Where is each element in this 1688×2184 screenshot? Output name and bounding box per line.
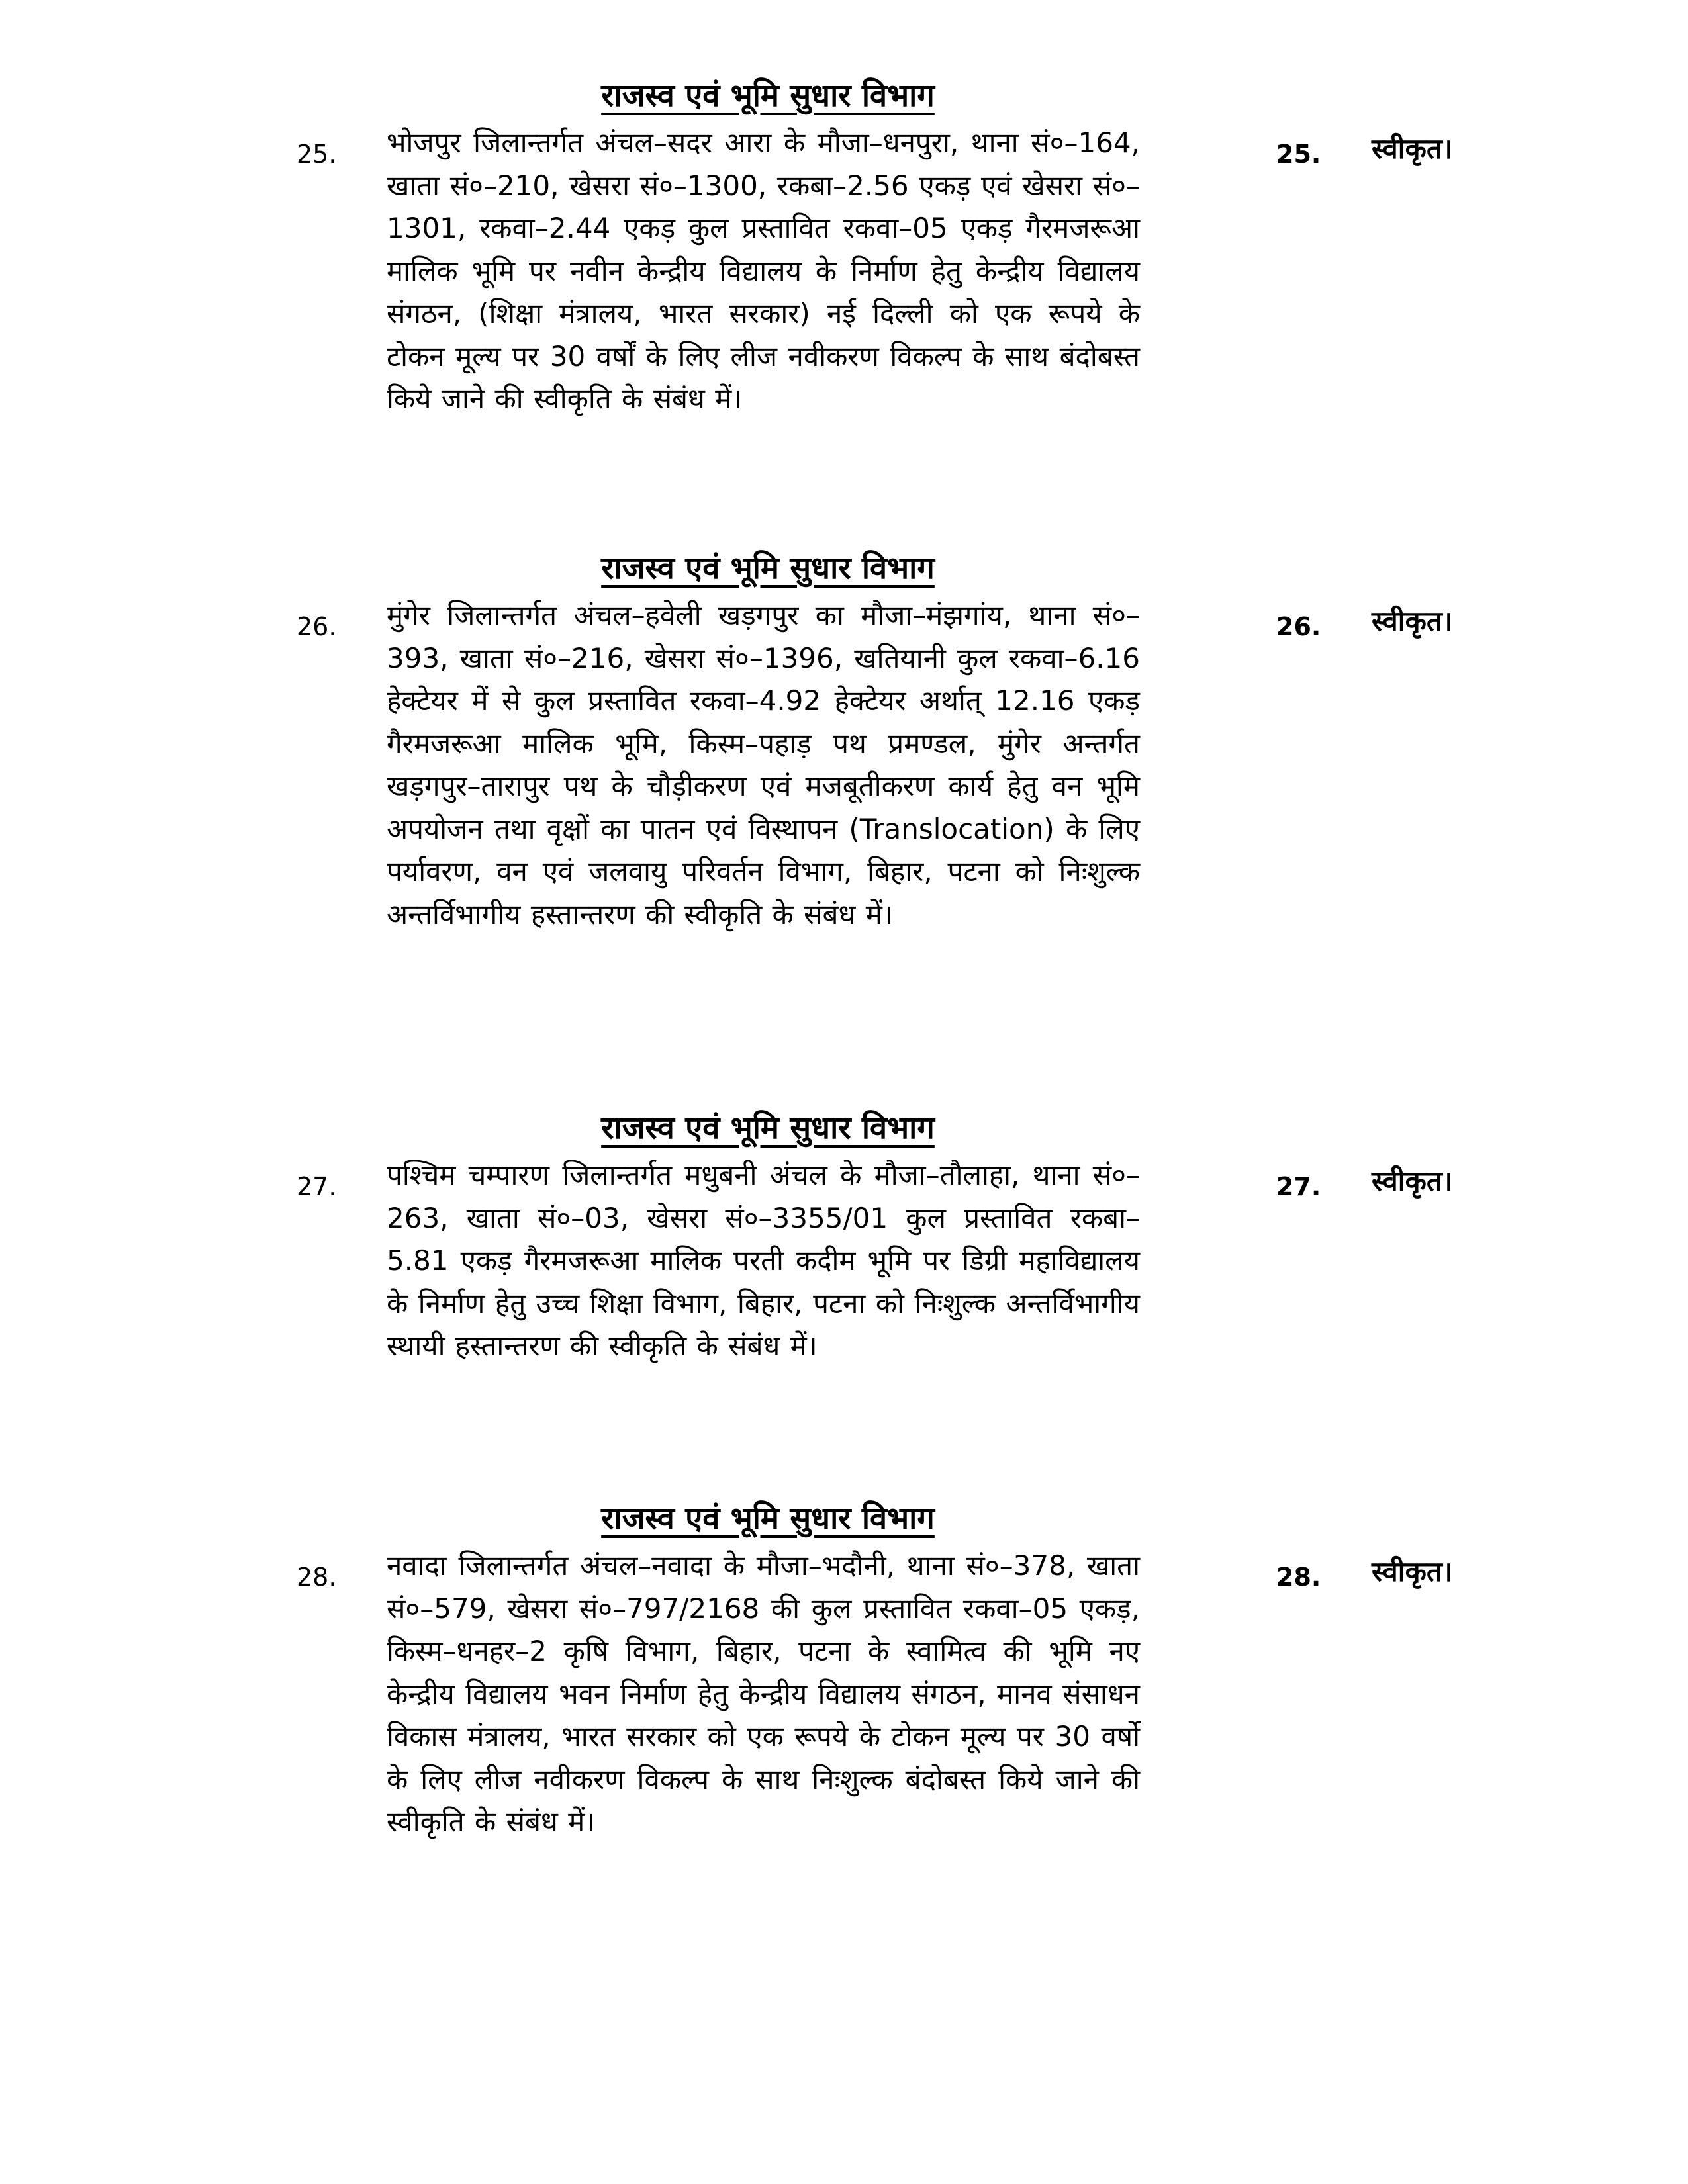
item-description: पश्चिम चम्पारण जिलान्तर्गत मधुबनी अंचल के मौजा–तौलाहा, थाना सं०–263, खाता सं०–03, खेसरा सं०–3355/01 कुल प्रस्तावित रकबा–5.81 एकड़ गैरमजरूआ मालिक परती कदीम भूमि पर डिग्री महाविद्यालय के निर्माण हेतु उच्च शिक्षा विभाग, बिहार, पटना को निःशुल्क अन्तर्विभागीय स्थायी हस्तान्तरण की स्वीकृति के संबंध में।: [387, 1159, 1140, 1362]
decision-status: स्वीकृत।: [1372, 132, 1453, 165]
result-number: 27.: [1276, 1172, 1321, 1201]
result-number: 26.: [1276, 612, 1321, 641]
result-number: 25.: [1276, 140, 1321, 169]
department-heading: राजस्व एवं भूमि सुधार विभाग: [601, 1110, 935, 1146]
item-number: 25.: [297, 140, 337, 169]
department-heading: राजस्व एवं भूमि सुधार विभाग: [601, 77, 935, 114]
item-number: 27.: [297, 1172, 337, 1201]
result-number: 28.: [1276, 1563, 1321, 1592]
item-description: मुंगेर जिलान्तर्गत अंचल–हवेली खड़गपुर का मौजा–मंझगांय, थाना सं०–393, खाता सं०–216, खेसरा सं०–1396, खतियानी कुल रकवा–6.16 हेक्टेयर में से कुल प्रस्तावित रकवा–4.92 हेक्टेयर अर्थात् 12.16 एकड़ गैरमजरूआ मालिक भूमि, किस्म–पहाड़ पथ प्रमण्डल, मुंगेर अन्तर्गत खड़गपुर–तारापुर पथ के चौड़ीकरण एवं मजबूतीकरण कार्य हेतु वन भूमि अपयोजन तथा वृक्षों का पातन एवं विस्थापन (Translocation) के लिए पर्यावरण, वन एवं जलवायु परिवर्तन विभाग, बिहार, पटना को निःशुल्क अन्तर्विभागीय हस्तान्तरण की स्वीकृति के संबंध में।: [387, 599, 1140, 931]
department-heading: राजस्व एवं भूमि सुधार विभाग: [601, 550, 935, 586]
department-heading: राजस्व एवं भूमि सुधार विभाग: [601, 1500, 935, 1537]
decision-status: स्वीकृत।: [1372, 1555, 1453, 1588]
item-description: नवादा जिलान्तर्गत अंचल–नवादा के मौजा–भदौनी, थाना सं०–378, खाता सं०–579, खेसरा सं०–797/2168 की कुल प्रस्तावित रकवा–05 एकड़, किस्म–धनहर–2 कृषि विभाग, बिहार, पटना के स्वामित्व की भूमि नए केन्द्रीय विद्यालय भवन निर्माण हेतु केन्द्रीय विद्यालय संगठन, मानव संसाधन विकास मंत्रालय, भारत सरकार को एक रूपये के टोकन मूल्य पर 30 वर्षो के लिए लीज नवीकरण विकल्प के साथ निःशुल्क बंदोबस्त किये जाने की स्वीकृति के संबंध में।: [387, 1549, 1140, 1838]
item-number: 26.: [297, 612, 337, 641]
item-number: 28.: [297, 1563, 337, 1592]
decision-status: स्वीकृत।: [1372, 605, 1453, 637]
decision-status: स्वीकृत।: [1372, 1165, 1453, 1197]
item-description: भोजपुर जिलान्तर्गत अंचल–सदर आरा के मौजा–धनपुरा, थाना सं०–164, खाता सं०–210, खेसरा सं०–1300, रकबा–2.56 एकड़ एवं खेसरा सं०–1301, रकवा–2.44 एकड़ कुल प्रस्तावित रकवा–05 एकड़ गैरमजरूआ मालिक भूमि पर नवीन केन्द्रीय विद्यालय के निर्माण हेतु केन्द्रीय विद्यालय संगठन, (शिक्षा मंत्रालय, भारत सरकार) नई दिल्ली को एक रूपये के टोकन मूल्य पर 30 वर्षों के लिए लीज नवीकरण विकल्प के साथ बंदोबस्त किये जाने की स्वीकृति के संबंध में।: [387, 126, 1140, 415]
